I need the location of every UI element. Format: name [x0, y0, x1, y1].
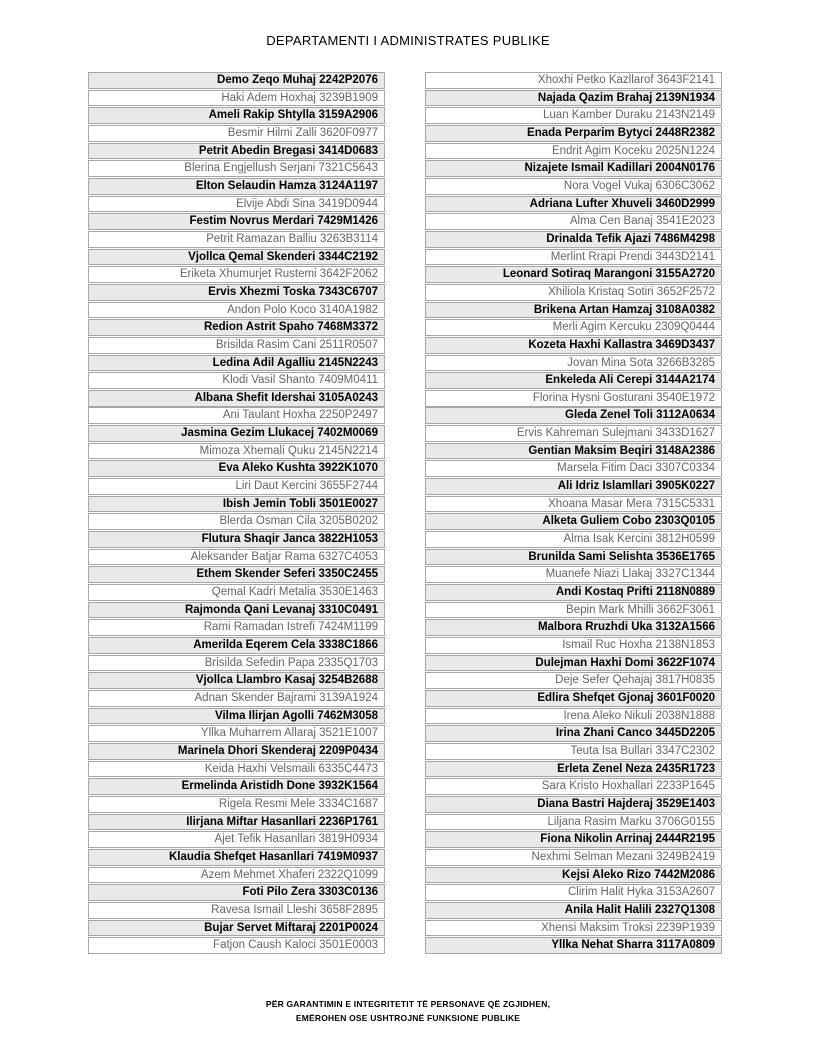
table-row: Flutura Shaqir Janca 3822H1053 [88, 531, 385, 548]
table-row: Blerina Engjellush Serjani 7321C5643 [88, 160, 385, 177]
table-row: Marsela Fitim Daci 3307C0334 [425, 460, 722, 477]
table-row: Gentian Maksim Beqiri 3148A2386 [425, 443, 722, 460]
table-row: Enkeleda Ali Cerepi 3144A2174 [425, 372, 722, 389]
table-row: Amerilda Eqerem Cela 3338C1866 [88, 637, 385, 654]
page-title: DEPARTAMENTI I ADMINISTRATES PUBLIKE [266, 33, 550, 48]
table-row: Albana Shefit Idershai 3105A0243 [88, 390, 385, 407]
table-row: Jovan Mina Sota 3266B3285 [425, 355, 722, 372]
table-row: Elvije Abdi Sina 3419D0944 [88, 196, 385, 213]
table-row: Brisilda Sefedin Papa 2335Q1703 [88, 655, 385, 672]
table-row: Erleta Zenel Neza 2435R1723 [425, 761, 722, 778]
table-row: Alma Isak Kercini 3812H0599 [425, 531, 722, 548]
footer-line-1: PËR GARANTIMIN E INTEGRITETIT TË PERSONAVE QË ZGJIDHEN, [265, 999, 551, 1009]
table-row: Irina Zhani Canco 3445D2205 [425, 725, 722, 742]
table-row: Muanefe Niazi Llakaj 3327C1344 [425, 566, 722, 583]
table-row: Bepin Mark Mhilli 3662F3061 [425, 602, 722, 619]
table-row: Drinalda Tefik Ajazi 7486M4298 [425, 231, 722, 248]
table-row: Petrit Ramazan Balliu 3263B3114 [88, 231, 385, 248]
table-row: Dulejman Haxhi Domi 3622F1074 [425, 655, 722, 672]
table-row: Keida Haxhi Velsmaili 6335C4473 [88, 761, 385, 778]
table-row: Xhensi Maksim Troksi 2239P1939 [425, 920, 722, 937]
table-row: Rigela Resmi Mele 3334C1687 [88, 796, 385, 813]
table-row: Alma Cen Banaj 3541E2023 [425, 213, 722, 230]
table-row: Ervis Xhezmi Toska 7343C6707 [88, 284, 385, 301]
table-row: Enada Perparim Bytyci 2448R2382 [425, 125, 722, 142]
table-row: Brisilda Rasim Cani 2511R0507 [88, 337, 385, 354]
table-row: Leonard Sotiraq Marangoni 3155A2720 [425, 266, 722, 283]
table-row: Ermelinda Aristidh Done 3932K1564 [88, 778, 385, 795]
table-row: Rami Ramadan Istrefi 7424M1199 [88, 619, 385, 636]
page-footer [0, 997, 816, 1025]
table-row: Ravesa Ismail Lleshi 3658F2895 [88, 902, 385, 919]
table-row: Brunilda Sami Selishta 3536E1765 [425, 549, 722, 566]
table-row: Qemal Kadri Metalia 3530E1463 [88, 584, 385, 601]
table-row: Rajmonda Qani Levanaj 3310C0491 [88, 602, 385, 619]
table-row: Elton Selaudin Hamza 3124A1197 [88, 178, 385, 195]
table-row: Xhoana Masar Mera 7315C5331 [425, 496, 722, 513]
table-row: Haki Adem Hoxhaj 3239B1909 [88, 90, 385, 107]
table-row: Nexhmi Selman Mezani 3249B2419 [425, 849, 722, 866]
table-row: Besmir Hilmi Zalli 3620F0977 [88, 125, 385, 142]
names-table-left [88, 72, 385, 955]
table-row: Nora Vogel Vukaj 6306C3062 [425, 178, 722, 195]
table-row: Redion Astrit Spaho 7468M3372 [88, 319, 385, 336]
table-row: Ledina Adil Agalliu 2145N2243 [88, 355, 385, 372]
table-row: Eva Aleko Kushta 3922K1070 [88, 460, 385, 477]
table-row: Yllka Muharrem Allaraj 3521E1007 [88, 725, 385, 742]
table-row: Yllka Nehat Sharra 3117A0809 [425, 937, 722, 954]
table-row: Ismail Ruc Hoxha 2138N1853 [425, 637, 722, 654]
table-row: Teuta Isa Bullari 3347C2302 [425, 743, 722, 760]
table-row: Anila Halit Halili 2327Q1308 [425, 902, 722, 919]
table-row: Ervis Kahreman Sulejmani 3433D1627 [425, 425, 722, 442]
table-row: Ani Taulant Hoxha 2250P2497 [88, 407, 385, 424]
table-row: Edlira Shefqet Gjonaj 3601F0020 [425, 690, 722, 707]
table-row: Bujar Servet Miftaraj 2201P0024 [88, 920, 385, 937]
table-row: Petrit Abedin Bregasi 3414D0683 [88, 143, 385, 160]
table-row: Jasmina Gezim Llukacej 7402M0069 [88, 425, 385, 442]
table-row: Marinela Dhori Skenderaj 2209P0434 [88, 743, 385, 760]
table-row: Xhiliola Kristaq Sotiri 3652F2572 [425, 284, 722, 301]
table-row: Fatjon Caush Kaloci 3501E0003 [88, 937, 385, 954]
table-row: Gleda Zenel Toli 3112A0634 [425, 407, 722, 424]
table-row: Irena Aleko Nikuli 2038N1888 [425, 708, 722, 725]
table-row: Alketa Guliem Cobo 2303Q0105 [425, 513, 722, 530]
table-row: Azem Mehmet Xhaferi 2322Q1099 [88, 867, 385, 884]
table-row: Malbora Rruzhdi Uka 3132A1566 [425, 619, 722, 636]
table-row: Kejsi Aleko Rizo 7442M2086 [425, 867, 722, 884]
table-row: Brikena Artan Hamzaj 3108A0382 [425, 302, 722, 319]
table-row: Merli Agim Kercuku 2309Q0444 [425, 319, 722, 336]
table-row: Mimoza Xhemali Quku 2145N2214 [88, 443, 385, 460]
table-row: Najada Qazim Brahaj 2139N1934 [425, 90, 722, 107]
footer-line-2: EMËROHEN OSE USHTROJNË FUNKSIONE PUBLIKE [295, 1013, 521, 1023]
table-row: Ali Idriz Islamllari 3905K0227 [425, 478, 722, 495]
table-row: Eriketa Xhumurjet Rustemi 3642F2062 [88, 266, 385, 283]
table-row: Andon Polo Koco 3140A1982 [88, 302, 385, 319]
table-row: Vjollca Qemal Skenderi 3344C2192 [88, 249, 385, 266]
table-row: Florina Hysni Gosturani 3540E1972 [425, 390, 722, 407]
table-row: Ameli Rakip Shtylla 3159A2906 [88, 107, 385, 124]
table-row: Deje Sefer Qehajaj 3817H0835 [425, 672, 722, 689]
table-row: Diana Bastri Hajderaj 3529E1403 [425, 796, 722, 813]
table-row: Clirim Halit Hyka 3153A2607 [425, 884, 722, 901]
table-row: Ilirjana Miftar Hasanllari 2236P1761 [88, 814, 385, 831]
table-row: Kozeta Haxhi Kallastra 3469D3437 [425, 337, 722, 354]
table-row: Liljana Rasim Marku 3706G0155 [425, 814, 722, 831]
table-row: Vjollca Llambro Kasaj 3254B2688 [88, 672, 385, 689]
table-row: Fiona Nikolin Arrinaj 2444R2195 [425, 831, 722, 848]
table-row: Adriana Lufter Xhuveli 3460D2999 [425, 196, 722, 213]
table-row: Festim Novrus Merdari 7429M1426 [88, 213, 385, 230]
table-row: Ibish Jemin Tobli 3501E0027 [88, 496, 385, 513]
table-row: Endrit Agim Koceku 2025N1224 [425, 143, 722, 160]
table-row: Aleksander Batjar Rama 6327C4053 [88, 549, 385, 566]
table-row: Klaudia Shefqet Hasanllari 7419M0937 [88, 849, 385, 866]
table-row: Xhoxhi Petko Kazllarof 3643F2141 [425, 72, 722, 89]
table-row: Blerda Osman Cila 3205B0202 [88, 513, 385, 530]
table-row: Sara Kristo Hoxhallari 2233P1645 [425, 778, 722, 795]
table-row: Ethem Skender Seferi 3350C2455 [88, 566, 385, 583]
table-row: Liri Daut Kercini 3655F2744 [88, 478, 385, 495]
table-row: Adnan Skender Bajrami 3139A1924 [88, 690, 385, 707]
table-row: Klodi Vasil Shanto 7409M0411 [88, 372, 385, 389]
table-row: Merlint Rrapi Prendi 3443D2141 [425, 249, 722, 266]
table-row: Andi Kostaq Prifti 2118N0889 [425, 584, 722, 601]
table-row: Foti Pilo Zera 3303C0136 [88, 884, 385, 901]
names-table-right [425, 72, 722, 955]
table-row: Ajet Tefik Hasanllari 3819H0934 [88, 831, 385, 848]
table-row: Vilma Ilirjan Agolli 7462M3058 [88, 708, 385, 725]
table-row: Demo Zeqo Muhaj 2242P2076 [88, 72, 385, 89]
table-row: Luan Kamber Duraku 2143N2149 [425, 107, 722, 124]
table-row: Nizajete Ismail Kadillari 2004N0176 [425, 160, 722, 177]
